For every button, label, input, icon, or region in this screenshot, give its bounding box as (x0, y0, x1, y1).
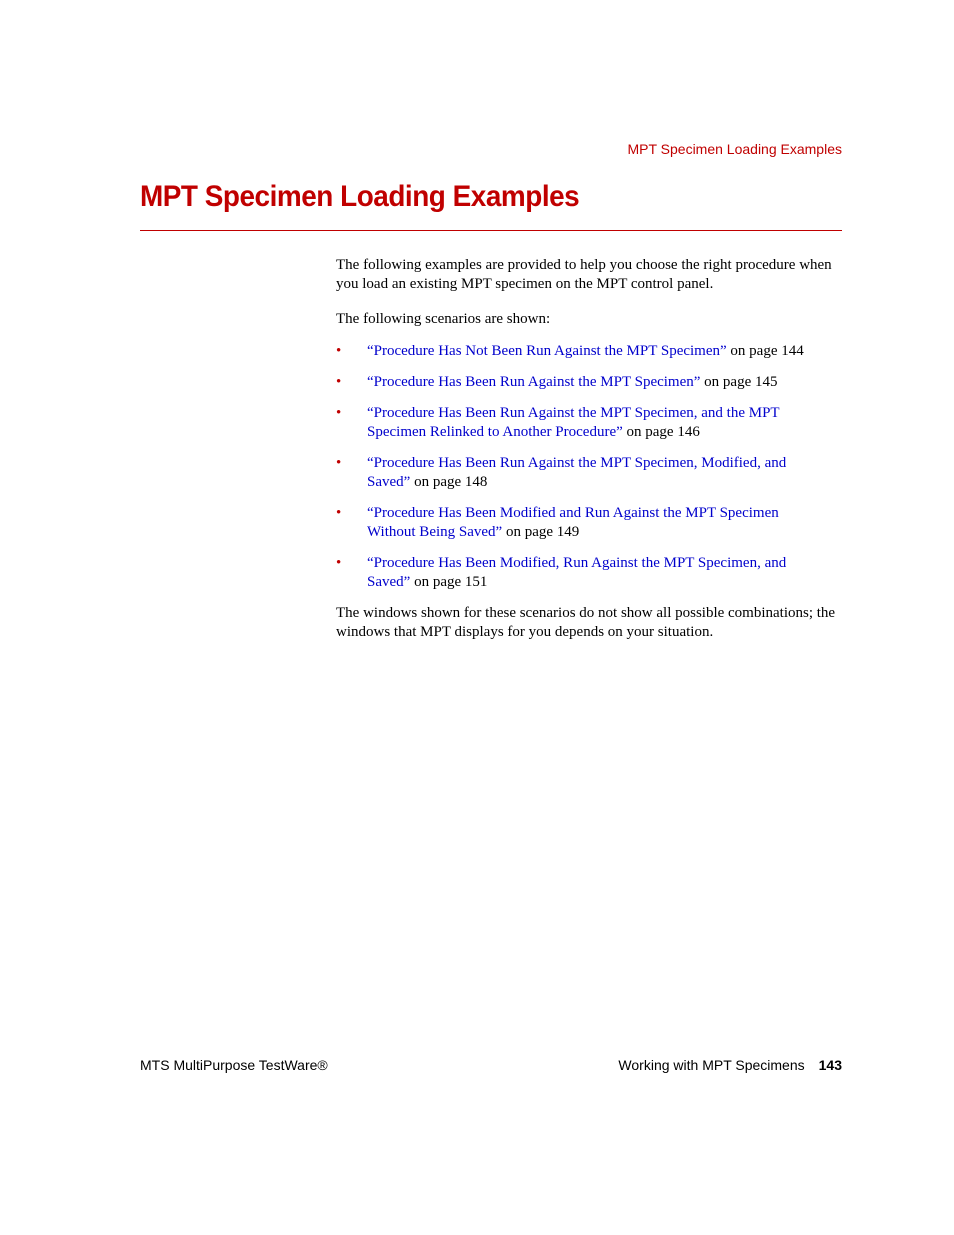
bullet-icon: • (336, 455, 342, 471)
closing-paragraph: The windows shown for these scenarios do not show all possible combinations; the windows that MPT displays for you depends on your situation. (336, 605, 836, 640)
list-item (336, 454, 842, 492)
link-line: “Procedure Has Been Run Against the MPT Specimen, and the MPT (367, 405, 780, 421)
title-divider (140, 230, 842, 231)
link-line: “Procedure Has Been Modified and Run Against the MPT Specimen (367, 505, 779, 521)
scenarios-lead-paragraph: The following scenarios are shown: (336, 311, 551, 327)
bullet-icon: • (336, 555, 342, 571)
list-item (336, 373, 842, 392)
page-reference: on page 144 (726, 343, 804, 359)
link-line: Saved” (367, 474, 411, 490)
link-line: Without Being Saved” (367, 524, 503, 540)
footer-product: MTS MultiPurpose TestWare® (140, 1057, 328, 1073)
link-line: Saved” (367, 574, 411, 590)
xref-link-page-145[interactable]: “Procedure Has Been Run Against the MPT Specimen” (367, 374, 701, 390)
list-item (336, 404, 842, 442)
page-reference: on page 146 (622, 424, 700, 440)
footer-chapter: Working with MPT Specimens (618, 1057, 805, 1073)
body-text (336, 256, 842, 658)
bullet-icon: • (336, 505, 342, 521)
bullet-icon: • (336, 405, 342, 421)
footer-right (618, 1057, 842, 1073)
running-header: MPT Specimen Loading Examples (627, 141, 842, 157)
bullet-icon: • (336, 343, 342, 359)
list-item (336, 342, 842, 361)
page-number: 143 (818, 1057, 842, 1073)
intro-paragraph: The following examples are provided to help you choose the right procedure when you load an existing MPT specimen on the MPT control panel. (336, 257, 832, 292)
xref-link-page-144[interactable]: “Procedure Has Not Been Run Against the MPT Specimen” (367, 343, 727, 359)
xref-link-page-146[interactable] (367, 405, 780, 440)
page-reference: on page 145 (700, 374, 778, 390)
link-line: “Procedure Has Been Modified, Run Against the MPT Specimen, and (367, 555, 787, 571)
page-reference: on page 149 (502, 524, 580, 540)
bullet-icon: • (336, 374, 342, 390)
page-title: MPT Specimen Loading Examples (140, 180, 580, 213)
link-line: Specimen Relinked to Another Procedure” (367, 424, 623, 440)
list-item (336, 554, 842, 592)
scenario-list (336, 342, 842, 592)
page-reference: on page 151 (410, 574, 488, 590)
list-item (336, 504, 842, 542)
page-reference: on page 148 (410, 474, 488, 490)
link-line: “Procedure Has Been Run Against the MPT Specimen, Modified, and (367, 455, 787, 471)
